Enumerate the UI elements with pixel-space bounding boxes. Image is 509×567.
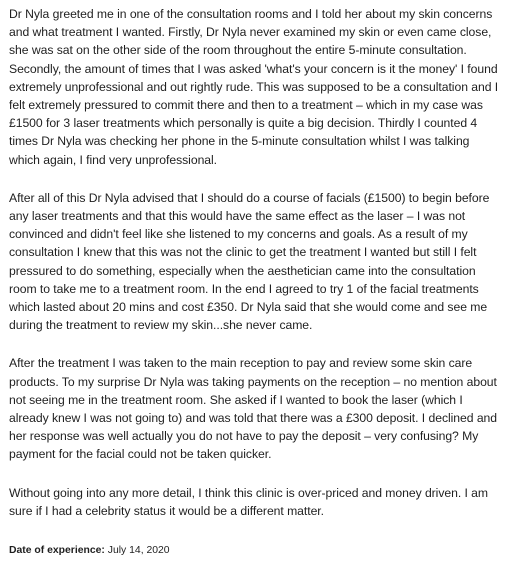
- review-paragraph-3: After the treatment I was taken to the main reception to pay and review some skin care products. To my surprise Dr Nyla was taking payments on the reception – no mention about not seeing me in the treatment room. She asked if I wanted to book the laser (which I already knew I was not going to) and was told that there was a £300 deposit. I declined and her response was well actually you do not have to pay the deposit – very confusing? My payment for the facial could not be taken quicker.: [9, 356, 498, 462]
- date-of-experience: [9, 545, 170, 556]
- date-of-experience-value: July 14, 2020: [107, 545, 170, 556]
- review-paragraph-1: Dr Nyla greeted me in one of the consultation rooms and I told her about my skin concerns and what treatment I wanted. Firstly, Dr Nyla never examined my skin or even came close, she was sat on the other side of the room throughout the entire 5-minute consultation. Secondly, the amount of times that I was asked 'what's your concern is it the money' I found extremely unprofessional and out rightly rude. This was supposed to be a consultation and I felt extremely pressured to commit there and then to a treatment – which in my case was £1500 for 3 laser treatments which personally is quite a big decision. Thirdly I counted 4 times Dr Nyla was checking her phone in the 5-minute consultation whilst I was talking which again, I find very unprofessional.: [9, 7, 499, 167]
- review-paragraph-4: Without going into any more detail, I think this clinic is over-priced and money driven. I am sure if I had a celebrity status it would be a different matter.: [9, 485, 489, 518]
- date-of-experience-label: Date of experience:: [9, 545, 105, 556]
- review-body: [9, 5, 503, 540]
- review-paragraph-2: After all of this Dr Nyla advised that I should do a course of facials (£1500) to begin before any laser treatments and that this would have the same effect as the laser – I was not convinced and didn't feel like she listened to my concerns and goals. As a result of my consultation I knew that this was not the clinic to get the treatment I wanted but still I felt pressured to do something, especially when the aesthetician came into the consultation room to take me to a treatment room. In the end I agreed to try 1 of the facial treatments which lasted about 20 mins and cost £350. Dr Nyla said that she would come and see me during the treatment to review my skin...she never came.: [9, 190, 490, 333]
